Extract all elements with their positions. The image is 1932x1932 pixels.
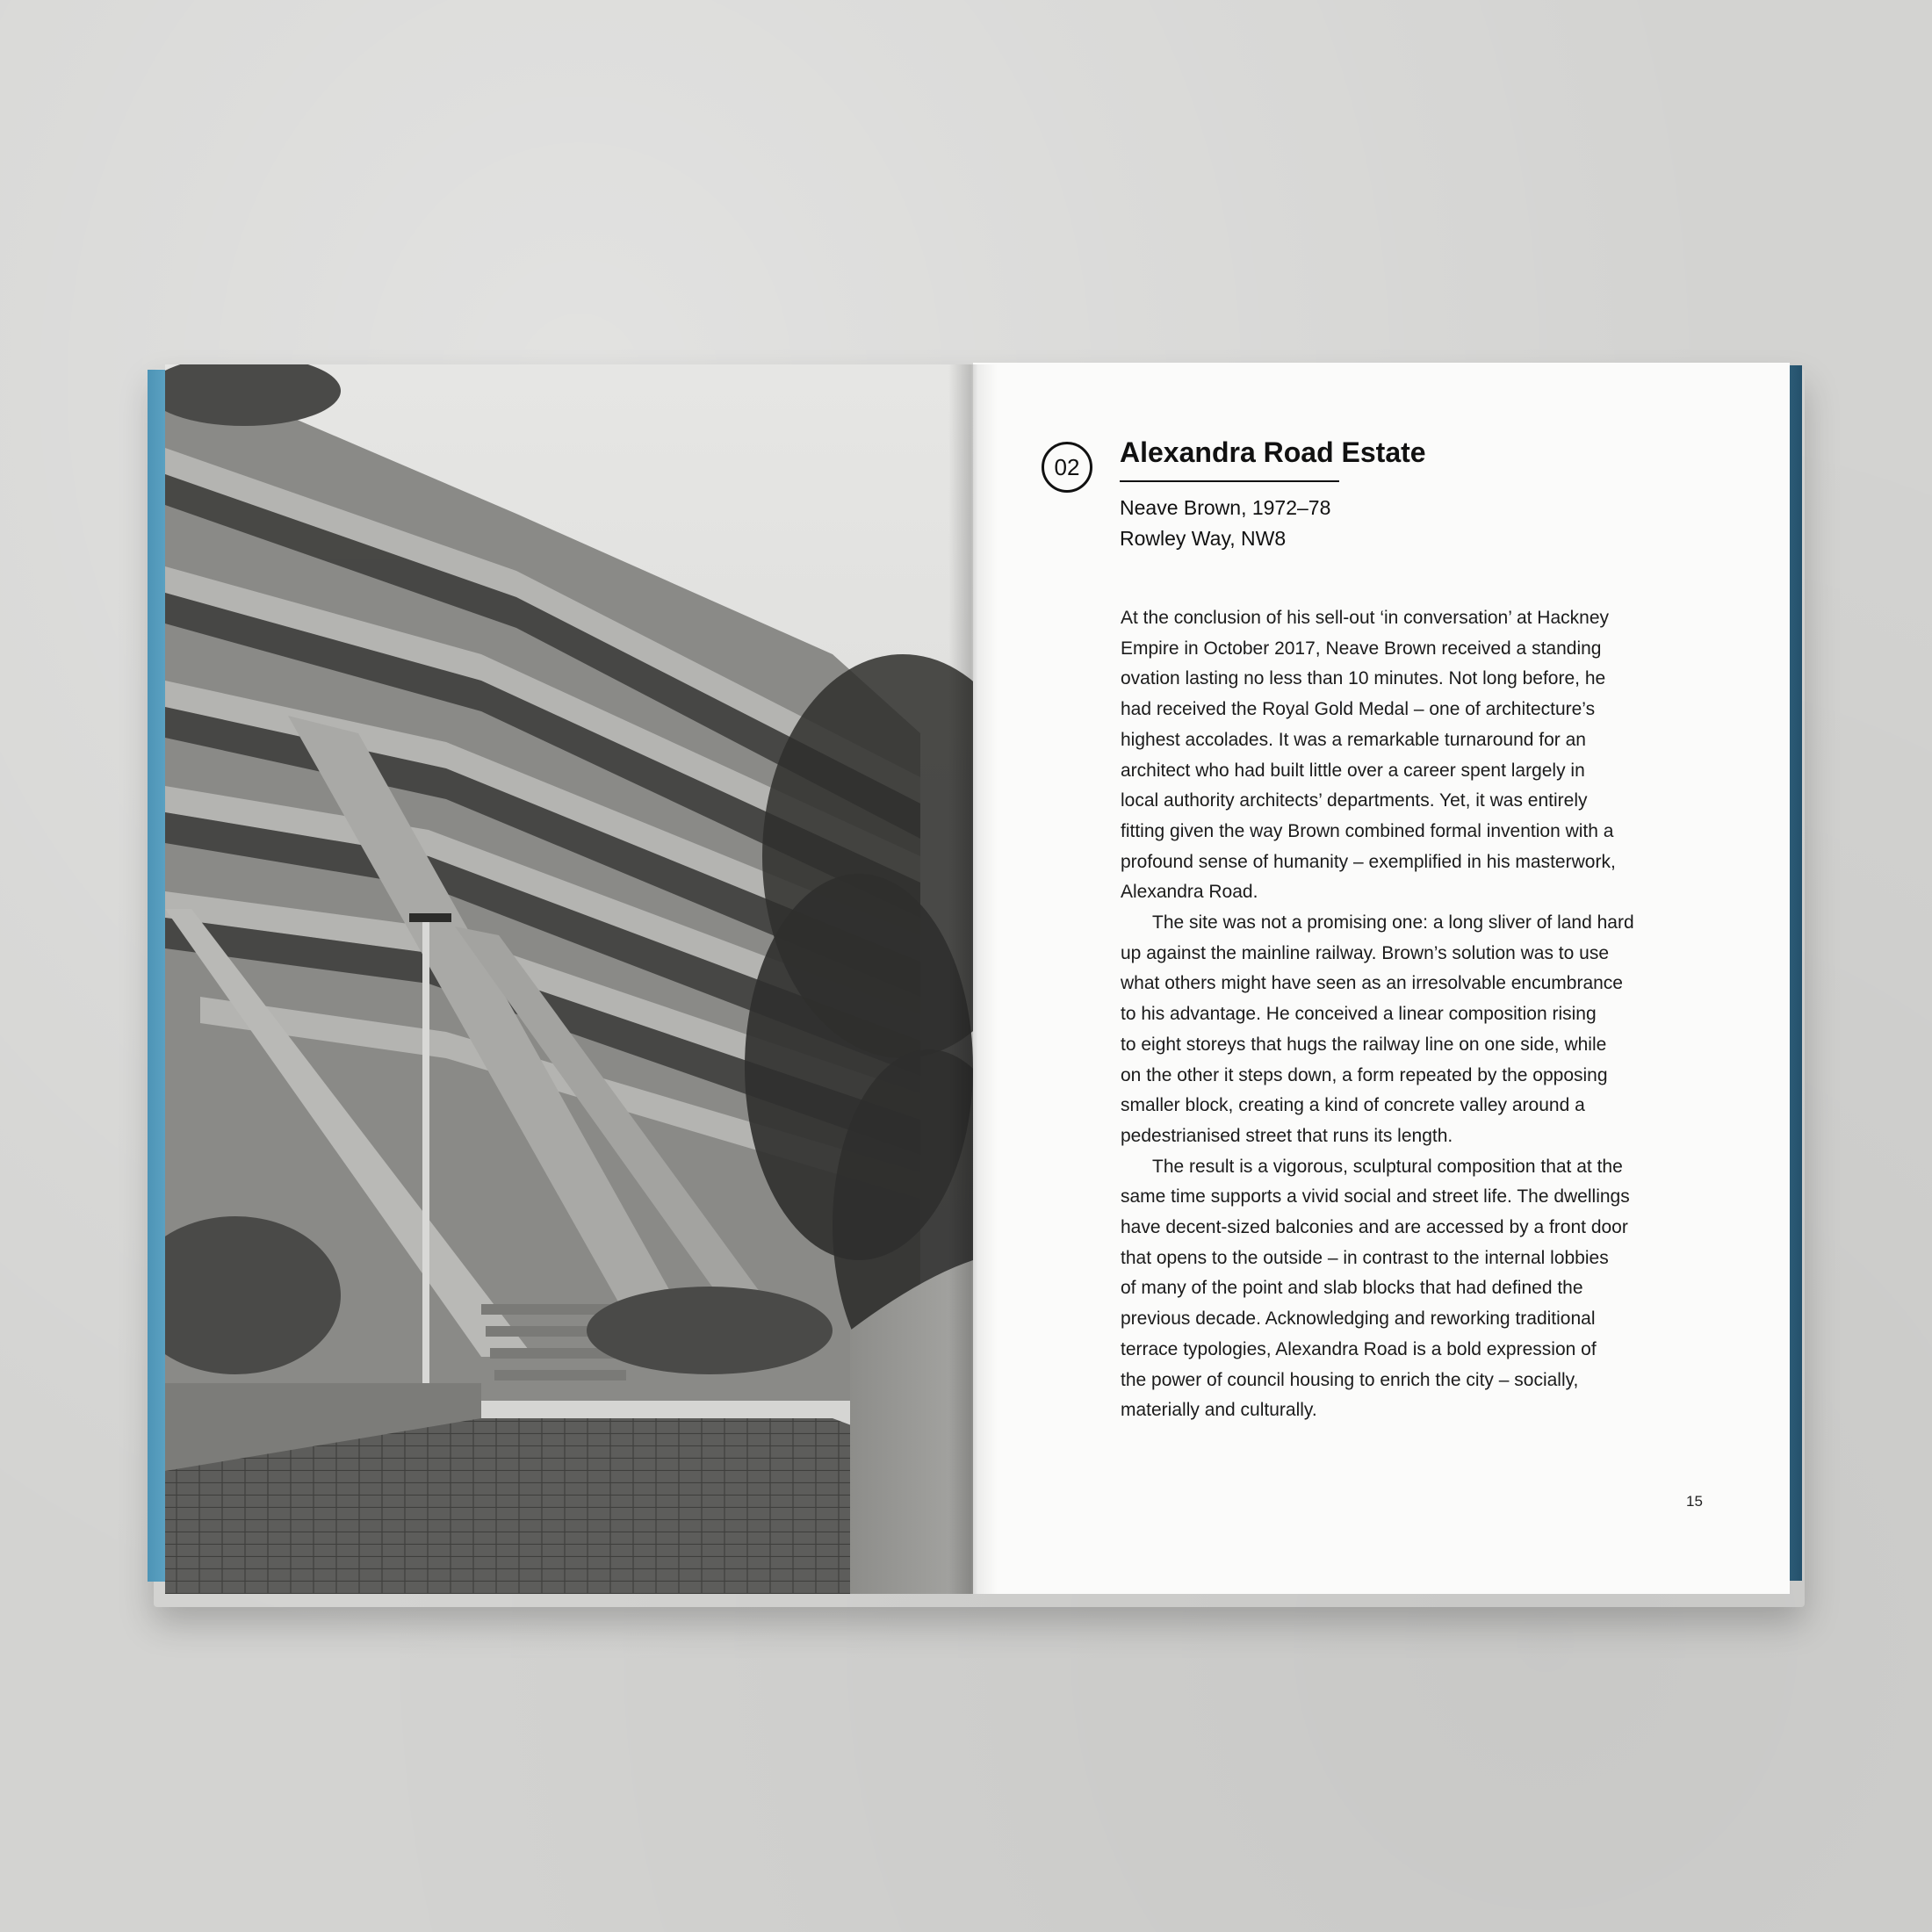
body-text-line: on the other it steps down, a form repeated by the opposing (1121, 1064, 1608, 1085)
body-text-line: materially and culturally. (1121, 1400, 1317, 1421)
body-text-line: same time supports a vivid social and street life. The dwellings (1121, 1186, 1630, 1208)
body-text-line: pedestrianised street that runs its length. (1121, 1125, 1453, 1146)
page-number: 15 (1686, 1493, 1703, 1510)
body-text-line: up against the mainline railway. Brown’s solution was to use (1121, 942, 1610, 963)
entry-title: Alexandra Road Estate (1120, 436, 1426, 468)
body-text-line: profound sense of humanity – exemplified in his masterwork, (1121, 851, 1616, 872)
body-text (1121, 603, 1718, 1426)
body-text-line: the power of council housing to enrich the city – socially, (1121, 1369, 1579, 1390)
body-text-line: At the conclusion of his sell-out ‘in conversation’ at Hackney (1121, 608, 1610, 628)
brutalist-stepped-housing-photo (165, 364, 973, 1594)
body-text-line: terrace typologies, Alexandra Road is a bold expression of (1121, 1338, 1597, 1359)
body-text-line: Empire in October 2017, Neave Brown received a standing (1121, 638, 1602, 659)
body-text-line: what others might have seen as an irresolvable encumbrance (1121, 973, 1623, 994)
body-text-line: previous decade. Acknowledging and reworking traditional (1121, 1308, 1596, 1330)
body-text-line: had received the Royal Gold Medal – one of architecture’s (1121, 699, 1596, 720)
body-text-line: local authority architects’ departments. Yet, it was entirely (1121, 790, 1588, 811)
body-text-line: of many of the point and slab blocks that had defined the (1121, 1278, 1583, 1299)
body-text-line: have decent-sized balconies and are accessed by a front door (1121, 1217, 1628, 1238)
left-page (165, 364, 973, 1594)
book-gutter-shadow (948, 364, 998, 1594)
body-text-line: Alexandra Road. (1121, 882, 1258, 903)
address-line: Rowley Way, NW8 (1120, 527, 1287, 550)
body-text-line: that opens to the outside – in contrast to the internal lobbies (1121, 1247, 1609, 1268)
body-text-line: smaller block, creating a kind of concrete valley around a (1121, 1095, 1585, 1116)
title-underline-rule (1120, 480, 1339, 482)
body-text-line: to eight storeys that hugs the railway line on one side, while (1121, 1034, 1607, 1055)
architect-line: Neave Brown, 1972–78 (1120, 496, 1331, 519)
body-text-line: to his advantage. He conceived a linear composition rising (1121, 1004, 1597, 1025)
chapter-number-badge: 02 (1042, 442, 1092, 493)
body-text-line: highest accolades. It was a remarkable turnaround for an (1121, 729, 1586, 750)
body-text-line: The site was not a promising one: a long sliver of land hard (1152, 912, 1634, 934)
body-text-line: fitting given the way Brown combined formal invention with a (1121, 820, 1614, 841)
body-text-line: architect who had built little over a career spent largely in (1121, 760, 1585, 781)
body-text-line: ovation lasting no less than 10 minutes. Not long before, he (1121, 668, 1606, 689)
body-text-line: The result is a vigorous, sculptural composition that at the (1152, 1156, 1623, 1177)
